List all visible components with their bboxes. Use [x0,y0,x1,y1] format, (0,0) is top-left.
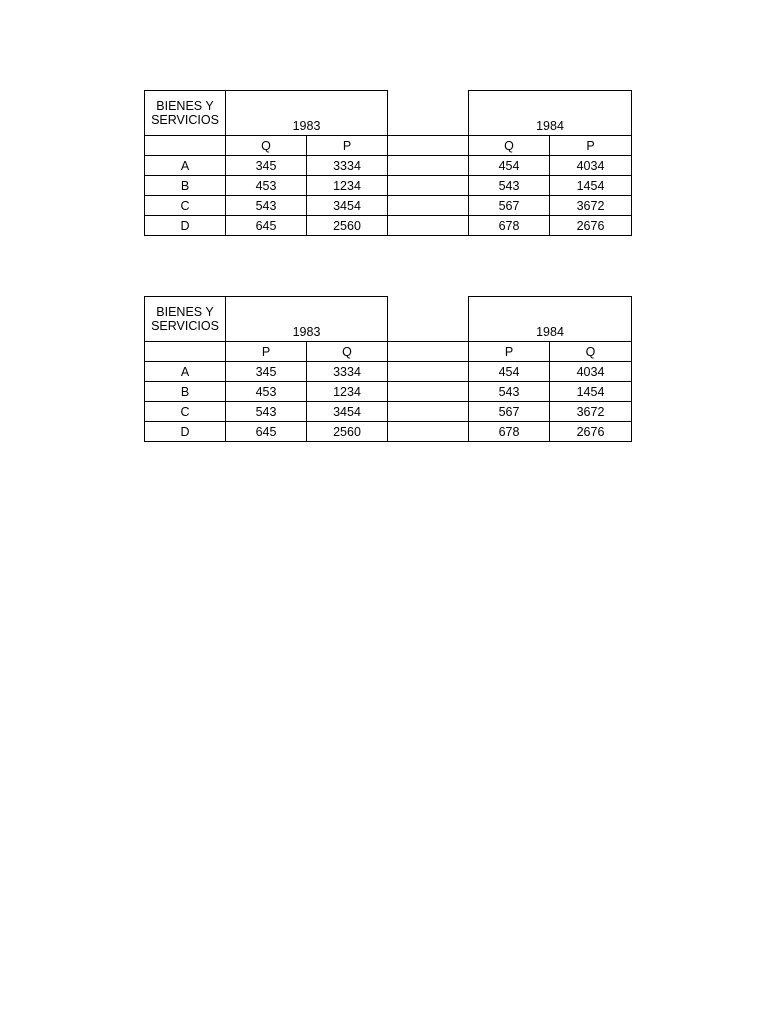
cell: 453 [226,176,307,196]
goods-label-line1: BIENES Y [156,305,214,319]
row-label: C [145,402,226,422]
spacer-cell [388,422,469,442]
empty-cell [145,136,226,156]
cell: 454 [469,362,550,382]
table-row [145,422,632,442]
column-header-row [145,342,632,362]
cell: 678 [469,422,550,442]
cell: 4034 [550,362,632,382]
table-header-row [145,297,632,342]
col-header: Q [550,342,632,362]
spacer-cell [388,196,469,216]
cell: 645 [226,422,307,442]
cell: 345 [226,362,307,382]
cell: 1454 [550,176,632,196]
cell: 2676 [550,422,632,442]
cell: 345 [226,156,307,176]
goods-label-line2: SERVICIOS [151,113,219,127]
row-label: D [145,216,226,236]
column-header-row [145,136,632,156]
table-row [145,156,632,176]
table-row [145,216,632,236]
price-quantity-table-2 [144,296,632,442]
cell: 3672 [550,402,632,422]
col-header: Q [307,342,388,362]
spacer-cell [388,342,469,362]
spacer-cell [388,216,469,236]
row-label: A [145,156,226,176]
spacer-cell [388,91,469,136]
col-header: P [469,342,550,362]
year-1984-header: 1984 [469,91,632,136]
cell: 3672 [550,196,632,216]
cell: 567 [469,402,550,422]
cell: 2560 [307,422,388,442]
empty-cell [145,342,226,362]
goods-services-header [145,297,226,342]
cell: 4034 [550,156,632,176]
row-label: C [145,196,226,216]
cell: 454 [469,156,550,176]
cell: 543 [469,176,550,196]
year-1983-header: 1983 [226,91,388,136]
cell: 3334 [307,156,388,176]
spacer-cell [388,297,469,342]
col-header: P [307,136,388,156]
cell: 543 [469,382,550,402]
cell: 453 [226,382,307,402]
cell: 645 [226,216,307,236]
cell: 1234 [307,176,388,196]
cell: 2676 [550,216,632,236]
goods-services-header [145,91,226,136]
cell: 3454 [307,402,388,422]
cell: 2560 [307,216,388,236]
col-header: Q [469,136,550,156]
table-row [145,402,632,422]
col-header: P [550,136,632,156]
spacer-cell [388,402,469,422]
price-quantity-table-1 [144,90,632,236]
year-1983-header: 1983 [226,297,388,342]
table-header-row [145,91,632,136]
cell: 543 [226,196,307,216]
table-row [145,196,632,216]
cell: 1234 [307,382,388,402]
row-label: A [145,362,226,382]
goods-label-line2: SERVICIOS [151,319,219,333]
cell: 3454 [307,196,388,216]
spacer-cell [388,176,469,196]
col-header: Q [226,136,307,156]
col-header: P [226,342,307,362]
spacer-cell [388,136,469,156]
table-row [145,382,632,402]
cell: 543 [226,402,307,422]
table-row [145,176,632,196]
row-label: D [145,422,226,442]
row-label: B [145,382,226,402]
cell: 678 [469,216,550,236]
table-row [145,362,632,382]
cell: 567 [469,196,550,216]
goods-label-line1: BIENES Y [156,99,214,113]
spacer-cell [388,156,469,176]
spacer-cell [388,382,469,402]
spacer-cell [388,362,469,382]
cell: 1454 [550,382,632,402]
row-label: B [145,176,226,196]
year-1984-header: 1984 [469,297,632,342]
cell: 3334 [307,362,388,382]
